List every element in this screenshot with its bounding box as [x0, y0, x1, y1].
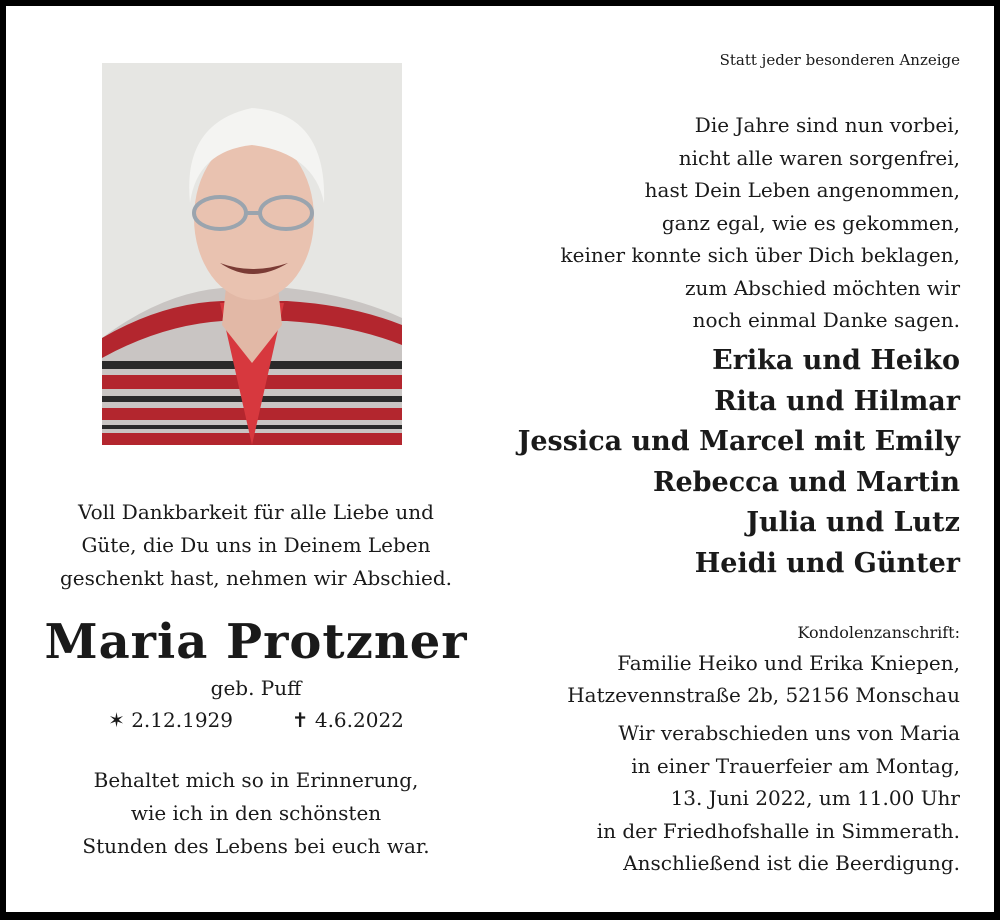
birth-date: 2.12.1929 [131, 708, 233, 732]
birth-star-icon: ✶ [108, 708, 125, 732]
mourner-entry: Rebecca und Martin [653, 466, 960, 498]
poem-line: keiner konnte sich über Dich beklagen, [560, 243, 960, 267]
portrait-photo [102, 63, 402, 445]
death-cross-icon: ✝ [291, 708, 309, 732]
service-details [480, 717, 960, 880]
closing-quote [36, 764, 476, 863]
condolence-label: Kondolenzanschrift: [797, 623, 960, 642]
service-line: in einer Trauerfeier am Montag, [631, 753, 960, 778]
condolence-address [480, 647, 960, 711]
quote-line: Stunden des Lebens bei euch war. [82, 834, 430, 858]
poem-line: hast Dein Leben angenommen, [644, 178, 960, 202]
obituary-card [6, 6, 994, 912]
mourner-entry: Jessica und Marcel mit Emily [517, 426, 960, 457]
mourner-entry: Julia und Lutz [746, 507, 960, 538]
mourner-entry: Heidi und Günter [694, 547, 960, 579]
address-line: Hatzevennstraße 2b, 52156 Monschau [567, 683, 960, 707]
gratitude-line: geschenkt hast, nehmen wir Abschied. [59, 566, 453, 590]
mourners-list [440, 341, 960, 584]
life-dates [36, 704, 476, 736]
poem-line: nicht alle waren sorgenfrei, [678, 145, 960, 170]
gratitude-line: Güte, die Du uns in Deinem Leben [81, 533, 431, 557]
quote-line: wie ich in den schönsten [130, 801, 382, 825]
service-line: Anschließend ist die Beerdigung. [623, 851, 960, 875]
poem-line: noch einmal Danke sagen. [692, 308, 960, 332]
mourner-entry: Erika und Heiko [712, 345, 960, 376]
poem [480, 109, 960, 337]
deceased-name: Maria Protzner [44, 614, 468, 670]
gratitude-text [36, 496, 476, 595]
service-line: in der Friedhofshalle in Simmerath. [596, 818, 960, 843]
service-line: 13. Juni 2022, um 11.00 Uhr [670, 786, 960, 810]
poem-line: zum Abschied möchten wir [685, 275, 960, 300]
notice-header: Statt jeder besonderen Anzeige [719, 51, 960, 69]
maiden-name: geb. Puff [210, 676, 302, 700]
quote-line: Behaltet mich so in Erinnerung, [93, 768, 419, 792]
gratitude-line: Voll Dankbarkeit für alle Liebe und [78, 500, 434, 524]
service-line: Wir verabschieden uns von Maria [618, 721, 960, 745]
poem-line: ganz egal, wie es gekommen, [661, 210, 960, 235]
death-date: 4.6.2022 [314, 708, 404, 732]
address-line: Familie Heiko und Erika Kniepen, [617, 651, 960, 675]
mourner-entry: Rita und Hilmar [714, 385, 960, 417]
poem-line: Die Jahre sind nun vorbei, [694, 113, 960, 137]
